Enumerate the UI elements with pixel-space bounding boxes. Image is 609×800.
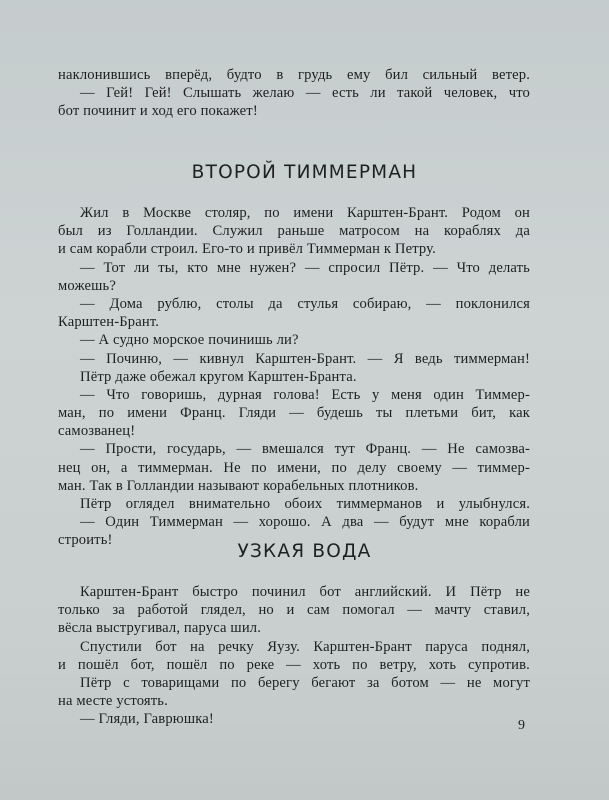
text-line: и пошёл бот, пошёл по реке — хоть по ветру, хоть супротив. (58, 656, 530, 673)
text-line: — Прости, государь, — вмешался тут Франц. — Не самозва- (80, 441, 530, 458)
text-line: — Починю, — кивнул Карштен-Брант. — Я ведь тиммерман! (80, 350, 530, 367)
text-line: — Что говоришь, дурная голова! Есть у меня один Тиммер- (80, 386, 530, 403)
text-line: самозванец! (58, 423, 136, 440)
text-line: был из Голландии. Служил раньше матросом на кораблях да (58, 223, 530, 240)
text-line: — Тот ли ты, кто мне нужен? — спросил Пётр. — Что делать (80, 259, 530, 276)
text-line: бот починит и ход его покажет! (58, 103, 258, 120)
chapter-title-narrow-water: УЗКАЯ ВОДА (237, 541, 372, 562)
text-line: на месте устоять. (58, 693, 168, 710)
text-line: и сам корабли строил. Его-то и привёл Тиммерман к Петру. (58, 241, 436, 258)
text-line: Спустили бот на речку Яузу. Карштен-Брант паруса поднял, (80, 638, 530, 655)
page-number: 9 (518, 718, 526, 733)
opening-paragraph (58, 66, 530, 121)
text-line: — Один Тиммерман — хорошо. А два — будут мне корабли (80, 514, 530, 531)
chapter-text-narrow-water (58, 583, 530, 729)
text-line: Пётр даже обежал кругом Карштен-Бранта. (80, 368, 357, 385)
text-line: можешь? (58, 277, 116, 294)
text-line: Пётр оглядел внимательно обоих тиммерманов и улыбнулся. (80, 496, 530, 512)
text-line: — Гляди, Гаврюшка! (80, 711, 214, 728)
text-line: вёсла выстругивал, паруса шил. (58, 620, 262, 637)
text-line: Жил в Москве столяр, по имени Карштен-Брант. Родом он (80, 205, 530, 221)
text-line: нец он, а тиммерман. Не по имени, по делу своему — тиммер- (58, 459, 530, 476)
text-line: наклонившись вперёд, будто в грудь ему бил сильный ветер. (58, 67, 530, 83)
text-line: — Дома рублю, столы да стулья собираю, — поклонился (80, 295, 530, 312)
text-line: Пётр с товарищами по берегу бегают за ботом — не могут (80, 674, 530, 691)
text-line: только за работой глядел, но и сам помогал — мачту ставил, (58, 602, 530, 619)
text-line: строить! (58, 532, 113, 549)
chapter-title-second-timmerman: ВТОРОЙ ТИММЕРМАН (191, 162, 418, 183)
text-line: — Гей! Гей! Слышать желаю — есть ли такой человек, что (80, 85, 530, 102)
text-line: ман, по имени Франц. Гляди — будешь ты плетьми бит, как (58, 405, 530, 422)
text-line: — А судно морское починишь ли? (80, 332, 299, 349)
text-line: Карштен-Брант быстро починил бот английский. И Пётр не (80, 584, 530, 600)
text-line: Карштен-Брант. (58, 314, 160, 331)
chapter-text-second-timmerman (58, 204, 530, 550)
text-line: ман. Так в Голландии называют корабельных плотников. (58, 477, 419, 494)
